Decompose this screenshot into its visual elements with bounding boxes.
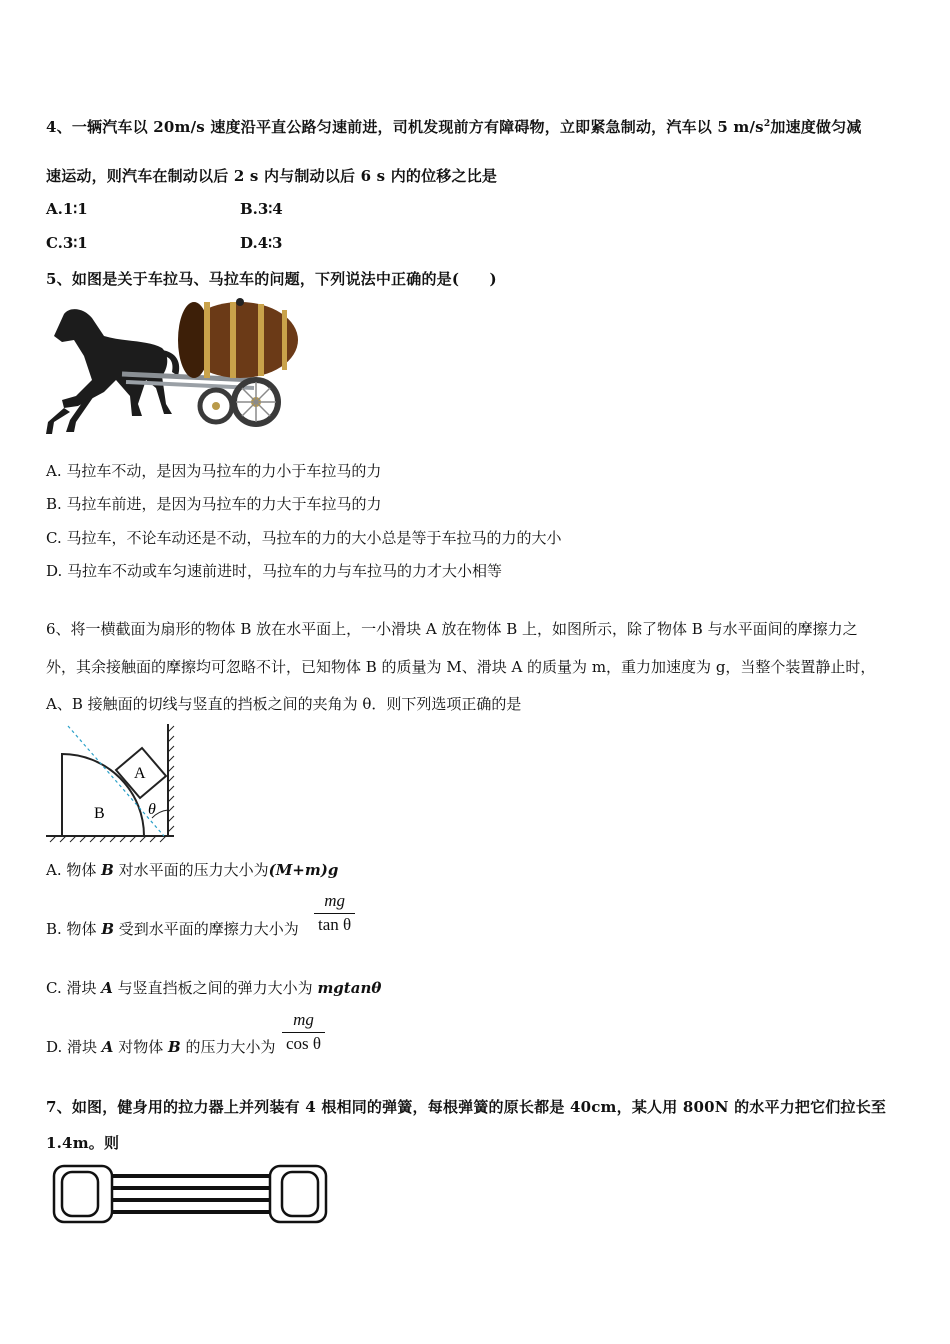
q5-option-a: A. 马拉车不动，是因为马拉车的力小于车拉马的力 [46, 462, 382, 480]
q6-option-d [46, 1036, 275, 1057]
horse-icon [46, 309, 179, 434]
q6-c-var-a: A [101, 979, 113, 997]
horse-cart-figure [44, 296, 300, 438]
q6-a-text: 对水平面的压力大小为 [113, 861, 269, 879]
q6-b-prefix: B. 物体 [46, 920, 102, 938]
q5-stem: 5、如图是关于车拉马、马拉车的问题，下列说法中正确的是( ) [46, 270, 497, 288]
q4-superscript: 2 [763, 119, 771, 129]
q6-b-text: 受到水平面的摩擦力大小为 [114, 920, 299, 938]
q6-option-a [46, 859, 338, 880]
q6-c-prefix: C. 滑块 [46, 979, 102, 997]
label-b: B [94, 805, 105, 822]
q6-d-denominator: cos θ [286, 1034, 322, 1053]
q5-option-c: C. 马拉车，不论车动还是不动，马拉车的力的大小总是等于车拉马的力的大小 [46, 529, 562, 547]
q5-option-d: D. 马拉车不动或车匀速前进时，马拉车的力与车拉马的力才大小相等 [46, 562, 503, 580]
q6-stem-line3: A、B 接触面的切线与竖直的挡板之间的夹角为 θ．则下列选项正确的是 [46, 695, 522, 713]
q6-c-text: 与竖直挡板之间的弹力大小为 [112, 979, 318, 997]
spring-icon [112, 1176, 278, 1212]
q6-b-numerator: mg [324, 891, 345, 910]
sector-block-figure [44, 722, 184, 844]
q6-d-var-a: A [101, 1038, 114, 1056]
handle-right-icon [270, 1166, 326, 1222]
q6-d-text: 对物体 [113, 1038, 168, 1056]
q6-d-fraction [282, 1010, 325, 1054]
q7-stem-line2: 1.4m。则 [46, 1134, 120, 1152]
q6-stem-line2: 外，其余接触面的摩擦均可忽略不计，已知物体 B 的质量为 M、滑块 A 的质量为 m，重力加速度为 g，当整个装置静止时， [46, 658, 876, 676]
q6-stem-line1: 6、将一横截面为扇形的物体 B 放在水平面上，一小滑块 A 放在物体 B 上，如图所示，除了物体 B 与水平面间的摩擦力之 [46, 620, 858, 638]
q6-c-formula: mgtanθ [317, 979, 382, 997]
q6-d-var-b: B [167, 1038, 181, 1056]
q5-option-b: B. 马拉车前进，是因为马拉车的力大于车拉马的力 [46, 495, 382, 513]
q4-stem-line2: 速运动，则汽车在制动以后 2 s 内与制动以后 6 s 内的位移之比是 [46, 167, 498, 185]
q6-a-prefix: A. 物体 [46, 861, 102, 879]
label-a: A [134, 765, 146, 782]
q6-b-fraction [314, 891, 355, 935]
q4-option-a: A.1∶1 [46, 200, 88, 218]
q6-option-b [46, 918, 299, 939]
q6-b-var-b: B [101, 920, 115, 938]
chest-expander-figure [52, 1164, 330, 1226]
q4-stem-line1 [46, 116, 862, 137]
q6-d-tail: 的压力大小为 [180, 1038, 276, 1056]
q7-stem-line1: 7、如图，健身用的拉力器上并列装有 4 根相同的弹簧，每根弹簧的原长都是 40cm，某人用 800N 的水平力把它们拉长至 [46, 1098, 887, 1116]
q6-a-var-b: B [101, 861, 114, 879]
q4-option-c: C.3∶1 [46, 234, 88, 252]
q4-option-b: B.3∶4 [240, 200, 283, 218]
q6-b-denominator: tan θ [318, 915, 352, 934]
q6-option-c [46, 977, 381, 998]
q6-d-prefix: D. 滑块 [46, 1038, 102, 1056]
label-theta: θ [148, 801, 156, 818]
q4-stem-tail: 加速度做匀减 [770, 118, 862, 136]
handle-left-icon [54, 1166, 112, 1222]
barrel-icon [178, 298, 298, 378]
q4-option-d: D.4∶3 [240, 234, 283, 252]
q6-a-formula: (M+m)g [268, 861, 339, 879]
q4-stem-text: 4、一辆汽车以 20m/s 速度沿平直公路匀速前进，司机发现前方有障碍物，立即紧急制动，汽车以 5 m/s [46, 118, 764, 136]
q6-d-numerator: mg [293, 1010, 314, 1029]
